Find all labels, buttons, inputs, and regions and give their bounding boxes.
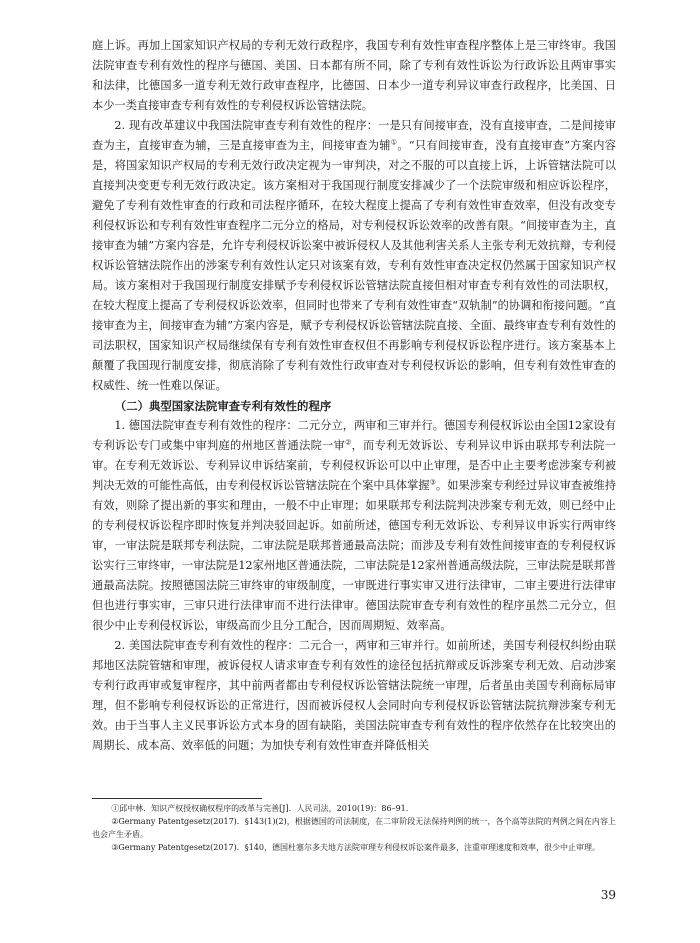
section-heading: （二）典型国家法院审查专利有效性的程序 bbox=[114, 399, 332, 413]
footnote-3: ③Germany Patentgesetz(2017)．§140，德国杜塞尔多夫地方法院审理专利侵权诉讼案件最多，注重审理速度和效率，很少中止审理。 bbox=[111, 843, 600, 852]
paragraph-reform-proposals-part1: 2. 现有改革建议中我国法院审查专利有效性的程序：一是只有间接审查，没有直接审查，二是间接审查为主，直接审查为辅，三是直接审查为主，间接审查为辅 bbox=[92, 119, 616, 152]
footnote-ref-2: ② bbox=[345, 438, 352, 447]
paragraph-reform-proposals bbox=[92, 116, 616, 396]
page-body bbox=[92, 36, 616, 756]
paragraph-germany-part1: 1. 德国法院审查专利有效性的程序：二元分立，两审和三审并行。德国专利侵权诉讼由全国12家设有专利诉讼专门或集中审判庭的州地区普通法院一审 bbox=[92, 419, 616, 452]
paragraph-germany-part2: ，而专利无效诉讼、专利异议申诉由联邦专利法院一审。在专利无效诉讼、专利异议申诉结案前，专利侵权诉讼可以中止审理，是否中止主要考虑涉案专利被判决无效的可能性高低，由专利侵权诉讼管辖法院在个案中具体掌握 bbox=[92, 439, 616, 492]
paragraph-usa: 2. 美国法院审查专利有效性的程序：二元合一，两审和三审并行。如前所述，美国专利侵权纠纷由联邦地区法院管辖和审理，被诉侵权人请求审查专利有效性的途径包括抗辩或反诉涉案专利无效、启动涉案专利行政再审或复审程序，其中前两者都由专利侵权诉讼管辖法院统一审理，后者虽由美国专利商标局审理，但不影响专利侵权诉讼的正常进行，因而被诉侵权人会同时向专利侵权诉讼管辖法院抗辩涉案专利无效。由于当事人主义民事诉讼方式本身的固有缺陷，美国法院审查专利有效性的程序依然存在比较突出的周期长、成本高、效率低的问题；为加快专利有效性审查并降低相关 bbox=[92, 639, 616, 752]
footnote-ref-3: ③ bbox=[429, 478, 436, 487]
paragraph-reform-proposals-part2: 。“只有间接审查，没有直接审查”方案内容是，将国家知识产权局的专利无效行政决定视为一审判决，对之不服的可以直接上诉，上诉管辖法院可以直接判决变更专利无效行政决定。该方案相对于我国现行制度安排减少了一个法院审级和相应诉讼程序，避免了专利有效性审查的行政和司法程序循环，在较大程度上提高了专利有效性审查效率，但没有改变专利侵权诉讼和专利有效性审查程序二元分立的格局，对专利侵权诉讼效率的改善有限。“间接审查为主，直接审查为辅”方案内容是，允许专利侵权诉讼案中被诉侵权人及其他利害关系人主张专利无效抗辩，专利侵权诉讼管辖法院作出的涉案专利有效性认定只对该案有效，专利有效性审查决定权仍然属于国家知识产权局。该方案相对于我国现行制度安排赋予专利侵权诉讼管辖法院直接但相对审查专利有效性的司法职权，在较大程度上提高了专利侵权诉讼效率，但同时也带来了专利有效性审查“双轨制”的协调和衔接问题。“直接审查为主，间接审查为辅”方案内容是，赋予专利侵权诉讼管辖法院直接、全面、最终审查专利有效性的司法职权，国家知识产权局继续保有专利有效性审查权但不再影响专利侵权诉讼程序进行。该方案基本上颠覆了我国现行制度安排，彻底消除了专利有效性行政审查对专利侵权诉讼的影响，但专利有效性审查的权威性、统一性难以保证。 bbox=[92, 139, 616, 392]
footnote-1: ①邱中林．知识产权授权确权程序的改革与完善[J]．人民司法，2010(19)：86–91． bbox=[111, 804, 414, 813]
footnote-2: ②Germany Patentgesetz(2017)．§143(1)(2)，根据德国的司法制度，在二审阶段无法保持判例的统一，各个高等法院的判例之间在内容上也会产生矛盾。 bbox=[92, 817, 616, 839]
footnote-divider bbox=[92, 798, 262, 799]
footnote-ref-1: ① bbox=[390, 138, 398, 147]
paragraph-germany-part3: 。如果涉案专利经过异议审查被维持有效，则除了提出新的事实和理由，一般不中止审理；如果联邦专利法院判决涉案专利无效，则已经中止的专利侵权诉讼程序即时恢复并判决驳回起诉。如前所述，德国专利无效诉讼、专利异议申诉实行两审终审，一审法院是联邦专利法院，二审法院是联邦普通最高法院；而涉及专利有效性间接审查的专利侵权诉讼实行三审终审，一审法院是12家州地区普通法院，二审法院是12家州普通高级法院，三审法院是联邦普通最高法院。按照德国法院三审终审的审级制度，一审既进行事实审又进行法律审，二审主要进行法律审但也进行事实审，三审只进行法律审而不进行法律审。德国法院审查专利有效性的程序虽然二元分立，但很少中止专利侵权诉讼，审级高而少且分工配合，因而周期短、效率高。 bbox=[92, 479, 616, 632]
paragraph-lead: 庭上诉。再加上国家知识产权局的专利无效行政程序，我国专利有效性审查程序整体上是三审终审。我国法院审查专利有效性的程序与德国、美国、日本都有所不同，除了专利有效性诉讼为行政诉讼且两审事实和法律，比德国多一道专利无效行政审查程序，比德国、日本少一道专利异议审查行政程序，比美国、日本少一类直接审查专利有效性的专利侵权诉讼管辖法院。 bbox=[92, 39, 616, 112]
paragraph-germany bbox=[92, 416, 616, 636]
footnotes bbox=[92, 798, 616, 854]
page-number: 39 bbox=[600, 888, 616, 902]
